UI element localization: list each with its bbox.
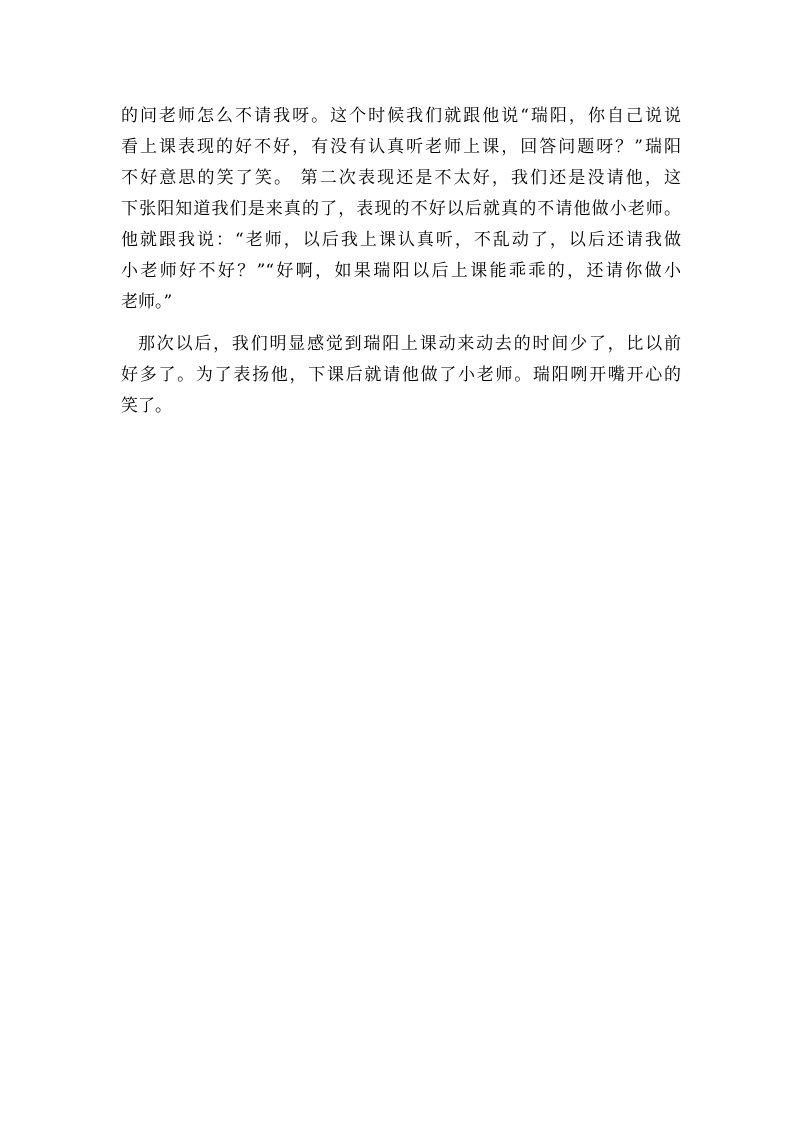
- text-line: 小老师好不好？”“好啊，如果瑞阳以后上课能乖乖的，还请你做小: [121, 261, 681, 281]
- text-line: 那次以后，我们明显感觉到瑞阳上课动来动去的时间少了，比以前: [138, 334, 681, 354]
- paragraph-1: [121, 101, 681, 318]
- text-line: 好多了。为了表扬他，下课后就请他做了小老师。瑞阳咧开嘴开心的: [121, 365, 681, 385]
- text-line: 看上课表现的好不好，有没有认真听老师上课，回答问题呀？”瑞阳: [121, 137, 681, 157]
- paragraph-2: [121, 329, 681, 422]
- text-line: 老师。”: [121, 292, 173, 312]
- text-line: 不好意思的笑了笑。 第二次表现还是不太好，我们还是没请他，这: [121, 168, 681, 188]
- text-line: 笑了。: [121, 396, 172, 416]
- text-line: 他就跟我说：“老师，以后我上课认真听，不乱动了，以后还请我做: [121, 230, 681, 250]
- text-line: 下张阳知道我们是来真的了，表现的不好以后就真的不请他做小老师。: [121, 199, 681, 219]
- body-text: [121, 101, 681, 422]
- text-line: 的问老师怎么不请我呀。这个时候我们就跟他说“瑞阳，你自己说说: [121, 106, 681, 126]
